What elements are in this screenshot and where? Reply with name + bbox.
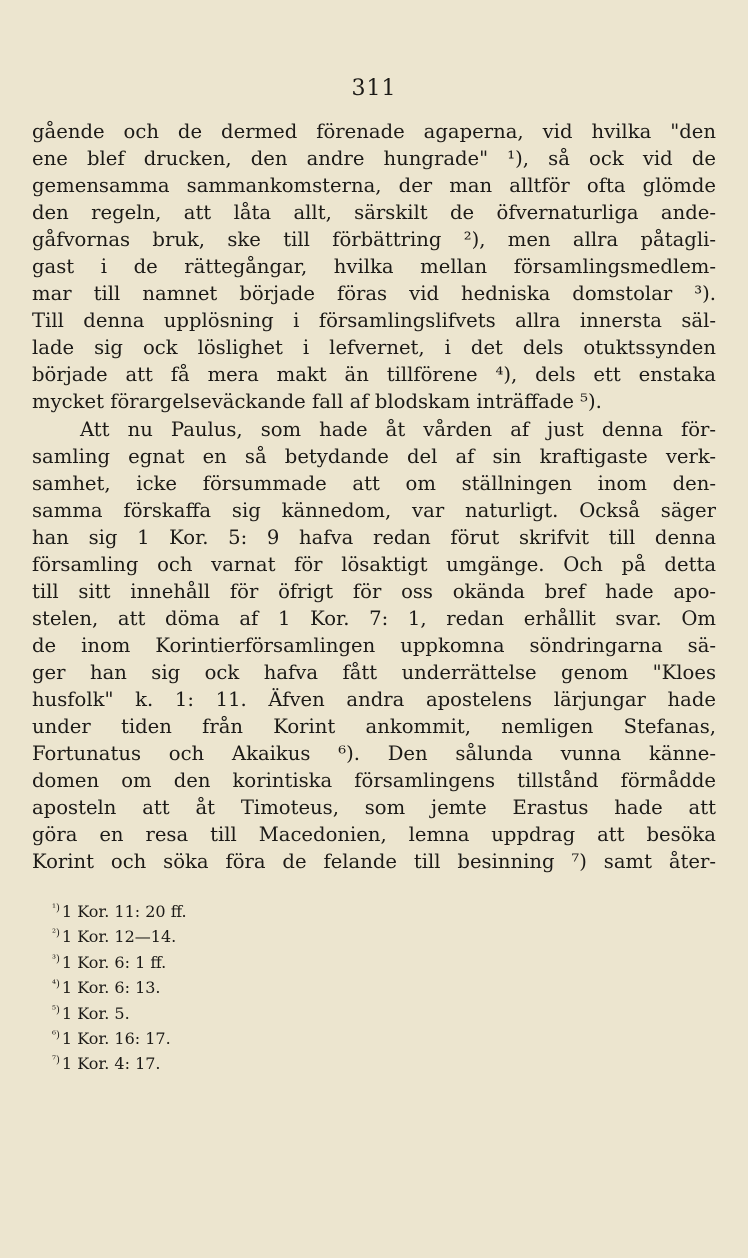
text-line: gemensamma sammankomsterna, der man alltför ofta glömde xyxy=(32,174,716,198)
footnote: $^{^3)}$ 1 Kor. 6: 1 ff. xyxy=(52,952,167,972)
footnote: $^{^7)}$ 1 Kor. 4: 17. xyxy=(52,1054,161,1074)
text-line: ene blef drucken, den andre hungrade" ¹), så ock vid de xyxy=(32,147,716,171)
text-line: de inom Korintierförsamlingen uppkomna söndringarna sä- xyxy=(32,633,716,657)
text-line: började att få mera makt än tillförene ⁴), dels ett enstaka xyxy=(32,363,716,387)
text-line: ger han sig ock hafva fått underrättelse genom "Kloes xyxy=(32,660,716,684)
text-line: Till denna upplösning i församlingslifvets allra innersta säl- xyxy=(32,309,716,333)
text-line: domen om den korintiska församlingens tillstånd förmådde xyxy=(32,769,716,793)
text-line: samma förskaffa sig kännedom, var naturligt. Också säger xyxy=(32,498,716,522)
text-line: Korint och söka föra de felande till besinning ⁷) samt åter- xyxy=(32,850,716,874)
text-line: mycket förargelseväckande fall af blodskam inträffade ⁵). xyxy=(32,390,602,414)
text-line: Fortunatus och Akaikus ⁶). Den sålunda vunna känne- xyxy=(32,742,716,766)
text-line: samhet, icke försummade att om ställningen inom den- xyxy=(32,471,716,495)
footnote: $^{^5)}$ 1 Kor. 5. xyxy=(52,1003,130,1023)
text-line: gående och de dermed förenade agaperna, vid hvilka "den xyxy=(32,120,716,143)
body-text xyxy=(32,118,716,875)
footnote: $^{^6)}$ 1 Kor. 16: 17. xyxy=(52,1029,171,1049)
text-line: stelen, att döma af 1 Kor. 7: 1, redan erhållit svar. Om xyxy=(32,606,716,630)
text-line: mar till namnet började föras vid hedniska domstolar ³). xyxy=(32,282,716,306)
text-line: aposteln att åt Timoteus, som jemte Erastus hade att xyxy=(32,796,716,820)
text-line: under tiden från Korint ankommit, nemligen Stefanas, xyxy=(32,715,716,739)
footnote: $^{^1)}$ 1 Kor. 11: 20 ff. xyxy=(52,902,187,921)
text-line: till sitt innehåll för öfrigt för oss okända bref hade apo- xyxy=(32,579,716,603)
text-line: han sig 1 Kor. 5: 9 hafva redan förut skrifvit till denna xyxy=(32,525,716,549)
footnote: $^{^2)}$ 1 Kor. 12—14. xyxy=(52,927,177,947)
text-line: samling egnat en så betydande del af sin kraftigaste verk- xyxy=(32,444,716,468)
text-line: gast i de rättegångar, hvilka mellan församlingsmedlem- xyxy=(32,255,716,279)
page-number: 311 xyxy=(351,76,397,101)
footnote: $^{^4)}$ 1 Kor. 6: 13. xyxy=(52,978,161,998)
text-line: församling och varnat för lösaktigt umgänge. Och på detta xyxy=(32,552,716,576)
text-line: den regeln, att låta allt, särskilt de öfvernaturliga ande- xyxy=(32,201,716,225)
text-line: Att nu Paulus, som hade åt vården af just denna för- xyxy=(80,417,716,441)
text-line: gåfvornas bruk, ske till förbättring ²), men allra påtagli- xyxy=(32,228,716,252)
text-line: göra en resa till Macedonien, lemna uppdrag att besöka xyxy=(32,823,716,847)
footnotes xyxy=(52,898,352,1076)
text-line: husfolk" k. 1: 11. Äfven andra apostelens lärjungar hade xyxy=(32,687,716,711)
text-line: lade sig ock löslighet i lefvernet, i det dels otuktssynden xyxy=(32,336,716,360)
